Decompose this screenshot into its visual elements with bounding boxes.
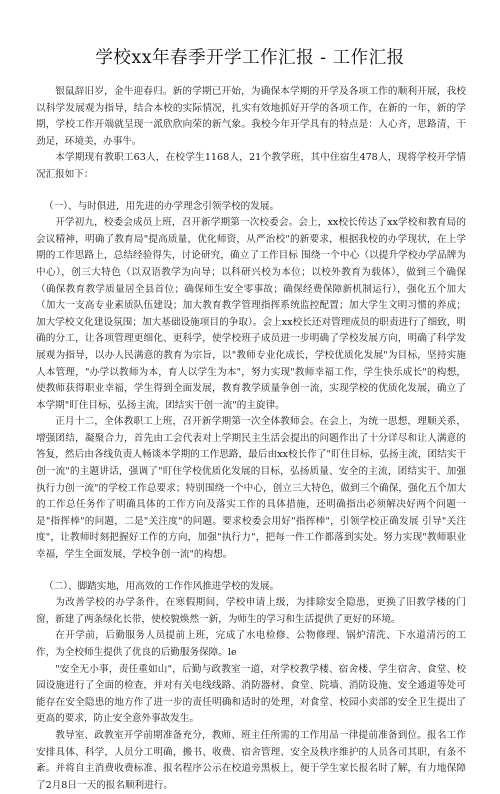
paragraph-section2-conditions: 为改善学校的办学条件，在寒假期间，学校申请上级，为排除安全隐患，更换了旧教学楼的门窗，新建了两条绿化长带，使校貌焕然一新，为师生的学习和生活提供了更好的环境。	[36, 597, 466, 625]
paragraph-section1-meeting: 开学初九，校委会成员上班，召开新学期第一次校委会。会上，xx校长传达了xx学校和教育局的会议精神，明确了教育局"提高质量，优化师资，从严治校"的新要求，根据我校的办学现状，在上学期的工作思路上，总结经验得失，讨论研究，确立了工作目标 围绕一个中心（以提升学校办学品牌为中心），创三大特色（以双语教学为向导；以科研兴校为本位；以校外教育为载体），做到三个确保（确保教育教学质量居全县首位；确保师生安全零事故；确保经费保障新机制运行），强化五个加大（加大一支高专业素质队伍建设；加大教育教学管理指挥系统监控配置；加大学生文明习惯的养成；加大学校文化建设氛围；加大基础设施项目的争取）。会上xx校长还对管理成员的职责进行了细致，明确的分工，让各项管理更细化、更科学，使学校班子成员进一步明确了学校发展方向，明确了科学发展观为指导，以办人民满意的教育为宗旨，以"教师专业化成长，学校优质化发展"为目标，坚持实施人本管理，"办学以教师为本，育人以学生为本"，努力实现"教师幸福工作，学生快乐成长"的构想，使教师获得职业幸福，学生得到全面发展，教育教学质量争创一流，实现学校的优质化发展，确立了本学期"盯住目标，弘扬主流，团结实干创一流"的主旋律。	[36, 217, 466, 411]
document-body	[36, 84, 466, 794]
paragraph-section1-staff-meeting: 正月十二，全体教职工上班，召开新学期第一次全体教师会。在会上，为统一思想，理顺关系，增强团结，凝聚合力，首先由工会代表对上学期民主生活会提出的问题作出了十分详尽和让人满意的答复，然后由各线负责人畅谈本学期的工作思路，最后由xx校长作了"盯住目标，弘扬主流，团结实干创一流"的主题讲话，强调了"盯住学校优质化发展的目标，弘扬质量、安全的主流，团结实干、加强执行力创一流"的学校工作总要求；特别围绕一个中心，创立三大特色，做到三个确保，强化五个加大的工作总任务作了明确具体的工作方向及落实工作的具体措施，还明确指出必须解决好两个问题一是"指挥棒"的问题，二是"关注度"的问题。要求校委会用好"指挥棒"，引领学校正确发展 引导"关注度"，让教师时刻把握好工作的方向，加强"执行力"，把每一件工作都落到实处。努力实现"教师职业幸福，学生全面发展，学校争创一流"的构想。	[36, 416, 466, 561]
document-title: 学校xx年春季开学工作汇报 - 工作汇报	[95, 48, 405, 68]
paragraph-section2-registration: 教导室、政教室开学前期准备充分，教师、班主任所需的工作用品一律提前准备到位。报名工作安排具体、科学，人员分工明确，搬书、收费、宿舍管理、安全及秩序维护的人员各司其职，有条不紊。并将自主消费收费标准、报名程序公示在校道旁黑板上，便于学生家长报名时了解，有力地保障了2月8日一天的报名顺利进行。	[36, 729, 466, 791]
paragraph-section2-safety: "安全无小事，责任重如山"，后勤与政教室一道，对学校教学楼、宿舍楼、学生宿舍、食堂、校园设施进行了全面的检查，并对有关电线线路、消防器材、食堂、院墙、消防设施、安全通道等处可能存在安全隐患的地方作了进一步的责任明确和适时的处理，对食堂、校园小卖部的安全卫生提出了更高的要求，防止安全意外事故发生。	[36, 663, 466, 725]
section-heading-1: （一）、与时俱进，用先进的办学理念引领学校的发展。	[44, 200, 280, 212]
paragraph-overview: 本学期现有教职工63人，在校学生1168人，21个教学班，其中住宿生478人，现将学校开学情况汇报如下：	[36, 152, 466, 180]
paragraph-section2-logistics: 在开学前，后勤服务人员提前上班，完成了水电检修、公物修理、锅炉清洗、下水道清污的工作，为全校师生提供了优良的后勤服务保障。le	[36, 630, 466, 658]
paragraph-intro: 银鼠辞旧岁，金牛迎春归。新的学期已开始，为确保本学期的开学及各项工作的顺利开展，我校以科学发展观为指导，结合本校的实际情况，扎实有效地抓好开学的各项工作，在新的一年，新的学期，学校工作开端就呈现一派欣欣向荣的新气象。我校今年开学具有的特点是：人心齐，思路清，干劲足，环境美，办事牛。	[36, 86, 466, 147]
section-heading-2: （二）、脚踏实地，用高效的工作作风推进学校的发展。	[44, 580, 280, 592]
